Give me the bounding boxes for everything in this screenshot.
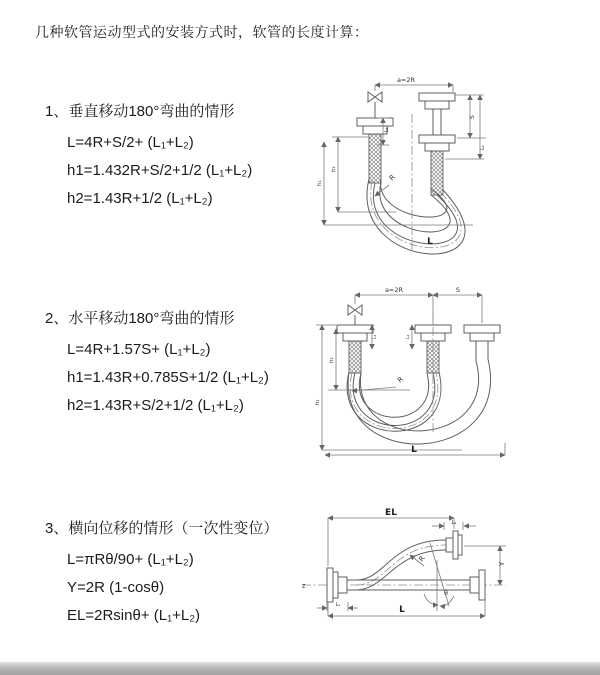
radius-annotation: [410, 554, 427, 566]
dim-label-l: L: [399, 605, 405, 615]
formula-line: L=4R+1.57S+ (L₁+L₂): [67, 341, 211, 358]
dim-label-l2: L₂: [480, 145, 486, 150]
dim-a2r-group: [375, 76, 453, 92]
diagram-horizontal-180-bend: [312, 283, 592, 465]
right-hose-fitting: [419, 93, 455, 195]
dim-label-l1: L₁: [384, 127, 390, 132]
dim-l2-group: [445, 95, 486, 159]
section-3-heading: 3、横向位移的情形（一次性变位）: [45, 520, 279, 537]
dim-label-s: S: [469, 115, 476, 119]
dim-s-group: [455, 95, 486, 138]
dim-l2-group: [405, 325, 412, 349]
section-2-heading: 2、水平移动180°弯曲的情形: [45, 310, 235, 327]
dim-label-r: R: [396, 375, 406, 385]
dim-label-l1: L₁: [373, 334, 378, 339]
section-1-formulas: [67, 129, 252, 213]
dim-label-l1: L₁: [335, 602, 341, 608]
dim-label-theta: θ: [444, 589, 448, 597]
left-hose-fitting: [337, 325, 373, 373]
formula-line: Y=2R (1-cosθ): [67, 579, 165, 596]
s-curve-hose: [356, 540, 446, 590]
dim-h2-group: [331, 137, 396, 212]
section-1-heading: 1、垂直移动180°弯曲的情形: [45, 103, 235, 120]
dim-label-h1: h₁: [315, 399, 321, 405]
dim-l-group: [325, 443, 505, 455]
dim-label-l: L: [411, 445, 417, 455]
top-dims-group: [355, 286, 482, 323]
dim-label-r: R: [387, 173, 397, 183]
dim-label-l: L: [427, 237, 433, 247]
dim-label-s: S: [455, 286, 461, 294]
formula-line: h2=1.43R+S/2+1/2 (L₁+L₂): [67, 397, 244, 414]
u-bend-hose-position2: [348, 359, 490, 444]
dim-label-l2: L₂: [451, 520, 457, 526]
section-lateral-displacement: [45, 517, 278, 630]
section-3-formulas: [67, 546, 278, 630]
angle-annotation: [424, 543, 454, 611]
dim-label-a2r: a=2R: [384, 286, 404, 294]
dim-label-r: R: [417, 554, 427, 564]
formula-line: L=πRθ/90+ (L₁+L₂): [67, 551, 194, 568]
dim-h1-group: [317, 142, 473, 225]
dim-label-el: EL: [385, 508, 397, 518]
formula-line: h1=1.432R+S/2+1/2 (L₁+L₂): [67, 162, 253, 179]
scan-edge: [0, 662, 600, 675]
upper-flange-fitting: [446, 531, 462, 559]
braided-hose-section: [369, 134, 381, 183]
formula-line: h2=1.43R+1/2 (L₁+L₂): [67, 190, 213, 207]
displaced-hose-fitting: [464, 325, 500, 361]
dim-label-h1: h₁: [317, 180, 323, 186]
datum-mark: Z: [302, 584, 306, 590]
section-vertical-movement: [45, 100, 252, 213]
dim-label-y: Y: [498, 561, 506, 566]
u-bend-hose-position1: [347, 372, 441, 431]
braided-hose-section: [431, 151, 443, 195]
u-bend-hose: [367, 178, 465, 254]
diagram-vertical-180-bend: [312, 72, 537, 277]
dim-label-l2: L₂: [406, 334, 411, 339]
page-title: 几种软管运动型式的安装方式时，软管的长度计算：: [35, 24, 369, 40]
dim-l1-group: [317, 602, 358, 611]
valve-icon: [368, 92, 382, 118]
dim-label-h2: h₂: [331, 166, 337, 172]
formula-line: EL=2Rsinθ+ (L₁+L₂): [67, 607, 201, 624]
braided-hose-section: [349, 341, 361, 373]
formula-line: h1=1.43R+0.785S+1/2 (L₁+L₂): [67, 369, 269, 386]
diagram-lateral-displacement: [298, 498, 598, 663]
formula-line: L=4R+S/2+ (L₁+L₂): [67, 134, 194, 151]
valve-icon: [348, 305, 362, 325]
dim-label-h2: h₂: [329, 357, 335, 363]
section-2-formulas: [67, 336, 269, 420]
dim-el-group: [328, 508, 454, 566]
section-horizontal-movement: [45, 307, 269, 420]
dim-label-a2r: a=2R: [396, 76, 416, 84]
